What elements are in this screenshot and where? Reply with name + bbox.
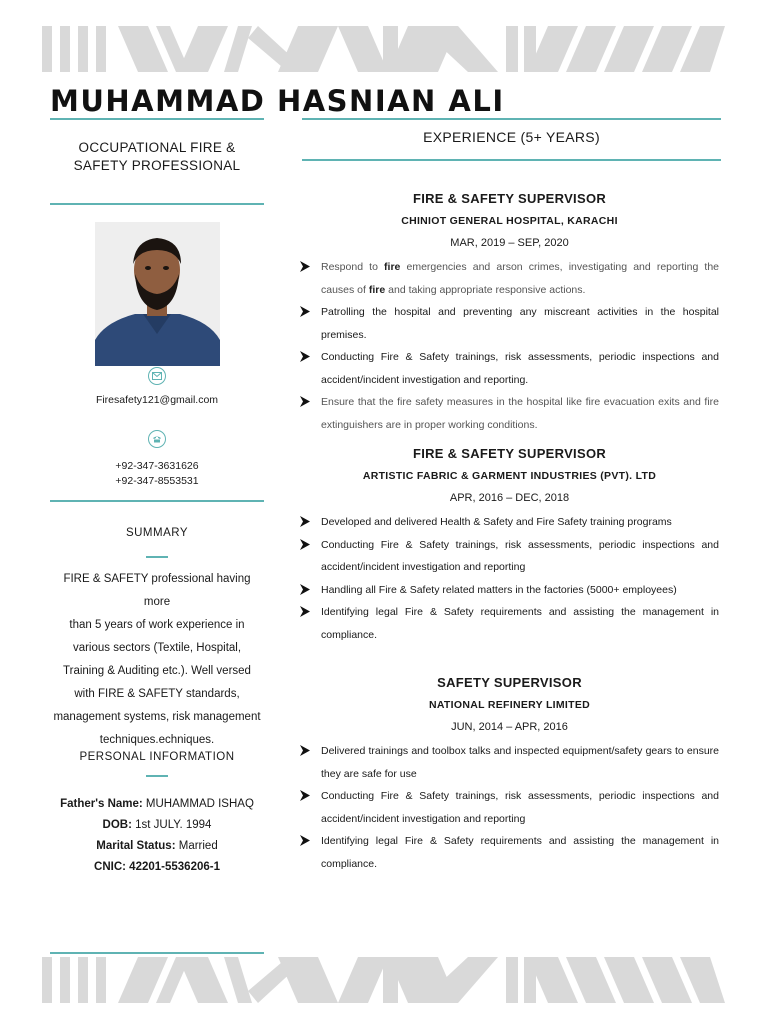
job-entry [300, 672, 719, 875]
duty-item [300, 579, 719, 602]
arrow-bullet-icon [300, 745, 310, 756]
summary-heading-underline [146, 556, 168, 558]
summary-line: techniques.echniques. [99, 734, 215, 746]
arrow-bullet-icon [300, 539, 310, 550]
summary-line: than 5 years of work experience in [69, 619, 245, 631]
job-duties [300, 256, 719, 436]
arrow-bullet-icon [300, 306, 310, 317]
job-title: FIRE & SAFETY SUPERVISOR [412, 446, 607, 461]
cnic-value: 42201-5536206-1 [129, 861, 220, 873]
phone-numbers [50, 459, 264, 489]
father-name-value: MUHAMMAD ISHAQ [145, 798, 254, 810]
professional-title-line2: SAFETY PROFESSIONAL [73, 158, 241, 173]
duty-text: and taking appropriate responsive actions. [385, 283, 586, 296]
job-company: ARTISTIC FABRIC & GARMENT INDUSTRIES (PVT). LTD [362, 470, 657, 482]
duty-item [300, 391, 719, 436]
duty-item [300, 830, 719, 875]
summary-line: Training & Auditing etc.). Well versed [63, 665, 251, 677]
arrow-bullet-icon [300, 516, 310, 527]
duty-text: Identifying legal Fire & Safety requirements and assisting the management in compliance. [321, 835, 719, 870]
job-dates: JUN, 2014 – APR, 2016 [451, 721, 568, 733]
arrow-bullet-icon [300, 396, 310, 407]
summary-line: management systems, risk management [53, 711, 261, 723]
duty-item [300, 511, 719, 534]
job-duties [300, 740, 719, 875]
arrow-bullet-icon [300, 835, 310, 846]
duty-text: Conducting Fire & Safety trainings, risk assessments, periodic inspections and accident/incident investigation and reporting. [321, 351, 719, 386]
decorative-top-band [38, 26, 725, 72]
personal-info-heading: PERSONAL INFORMATION [79, 751, 235, 763]
name-underline-right [302, 118, 721, 120]
decorative-bottom-band [38, 957, 725, 1003]
dob-row [50, 815, 264, 836]
duty-item [300, 601, 719, 646]
job-title: FIRE & SAFETY SUPERVISOR [412, 191, 607, 206]
father-name-row [50, 794, 264, 815]
duty-item [300, 301, 719, 346]
experience-heading-underline [302, 159, 721, 161]
phone-number-1[interactable]: +92-347-3631626 [115, 460, 199, 472]
job-company: NATIONAL REFINERY LIMITED [428, 699, 591, 711]
duty-text: Conducting Fire & Safety trainings, risk assessments, periodic inspections and accident/incident investigation and reporting [321, 538, 719, 573]
marital-status-value: Married [178, 840, 218, 852]
duty-text: Respond to [321, 261, 385, 273]
duty-item [300, 256, 719, 301]
candidate-name: MUHAMMAD HASNIAN ALI [50, 84, 505, 118]
profile-photo [95, 222, 220, 366]
marital-status-row [50, 836, 264, 857]
job-duties [300, 511, 719, 646]
summary-line: with FIRE & SAFETY standards, [74, 688, 240, 700]
father-name-label: Father's Name: [60, 798, 143, 810]
professional-title-line1: OCCUPATIONAL FIRE & [78, 140, 236, 155]
name-underline-left [50, 118, 264, 120]
summary-line: various sectors (Textile, Hospital, [72, 642, 242, 654]
job-company: CHINIOT GENERAL HOSPITAL, KARACHI [401, 215, 618, 227]
duty-text: Developed and delivered Health & Safety and Fire Safety training programs [321, 516, 672, 528]
job-title: SAFETY SUPERVISOR [437, 675, 582, 690]
duty-text: Patrolling the hospital and preventing any miscreant activities in the hospital premises. [321, 306, 719, 341]
cnic-label: CNIC: [94, 861, 126, 873]
envelope-icon [148, 367, 166, 385]
duty-item [300, 534, 719, 579]
arrow-bullet-icon [300, 351, 310, 362]
summary-line: FIRE & SAFETY professional having more [63, 573, 251, 608]
arrow-bullet-icon [300, 261, 310, 272]
job-entry [300, 188, 719, 436]
dob-value: 1st JULY. 1994 [135, 819, 212, 831]
arrow-bullet-icon [300, 606, 310, 617]
job-dates: MAR, 2019 – SEP, 2020 [450, 237, 569, 249]
summary-text [50, 568, 264, 752]
divider [50, 952, 264, 954]
telephone-icon [148, 430, 166, 448]
phone-number-2[interactable]: +92-347-8553531 [115, 475, 199, 487]
duty-text: Conducting Fire & Safety trainings, risk assessments, periodic inspections and accident/incident investigation and reporting [321, 790, 719, 825]
duty-text: Identifying legal Fire & Safety requirements and assisting the management in compliance. [321, 606, 719, 641]
divider [50, 500, 264, 502]
personal-info-heading-underline [146, 775, 168, 777]
duty-text: Delivered trainings and toolbox talks and inspected equipment/safety gears to ensure they are safe for use [321, 745, 719, 780]
arrow-bullet-icon [300, 584, 310, 595]
cnic-row [50, 857, 264, 878]
duty-text: emergencies and arson crimes, investigating and reporting the causes of [321, 261, 719, 296]
duty-text-bold: fire [384, 261, 401, 273]
duty-text-bold: fire [368, 283, 386, 296]
duty-text: Handling all Fire & Safety related matters in the factories (5000+ employees) [321, 583, 677, 596]
arrow-bullet-icon [300, 790, 310, 801]
duty-text: Ensure that the fire safety measures in the hospital like fire evacuation exits and fire extinguishers are in proper working conditions. [321, 396, 719, 431]
divider [50, 203, 264, 205]
email-address[interactable]: Firesafety121@gmail.com [95, 394, 219, 406]
job-entry [300, 443, 719, 646]
dob-label: DOB: [102, 819, 132, 831]
duty-item [300, 740, 719, 785]
duty-item [300, 346, 719, 391]
duty-item [300, 785, 719, 830]
marital-status-label: Marital Status: [96, 840, 176, 852]
personal-info [50, 794, 264, 878]
summary-heading: SUMMARY [125, 527, 189, 539]
job-dates: APR, 2016 – DEC, 2018 [449, 492, 570, 504]
professional-title [50, 139, 264, 175]
experience-heading: EXPERIENCE (5+ YEARS) [423, 129, 600, 145]
